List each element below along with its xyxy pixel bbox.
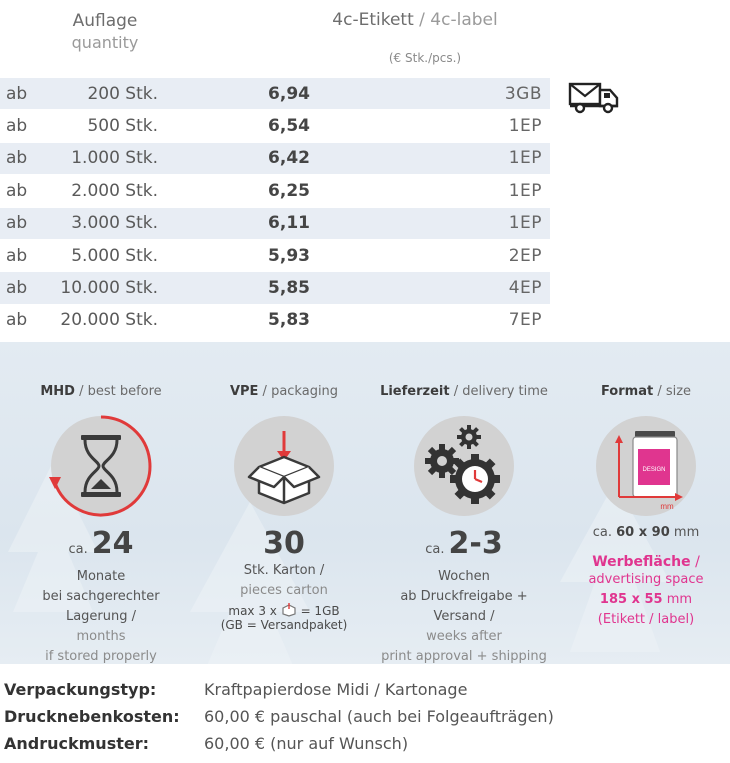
row-prefix: ab: [6, 83, 28, 104]
box-icon: [229, 411, 339, 521]
row-prefix: ab: [6, 310, 28, 331]
mhd-column: [10, 342, 192, 664]
row-prefix: ab: [6, 245, 28, 266]
row-prefix: ab: [6, 148, 28, 169]
vpe-unit: Stk. Karton /: [243, 563, 325, 578]
row-price: 6,94: [268, 83, 310, 104]
price-table: [0, 78, 550, 337]
lieferzeit-column: [373, 342, 555, 664]
ad-space-title: Werbefläche /: [592, 554, 700, 570]
row-shipping: 1EP: [508, 116, 542, 137]
lieferzeit-condition: ab Druckfreigabe + Versand /: [400, 589, 528, 624]
spec-row: [4, 676, 554, 703]
vpe-title: VPE / packaging: [229, 384, 339, 399]
label-format-icon: [591, 411, 701, 521]
row-quantity: 2.000 Stk.: [71, 180, 158, 201]
table-row: [0, 110, 550, 142]
row-price: 6,42: [268, 148, 310, 169]
mini-box-icon: [281, 603, 297, 617]
table-row: [0, 143, 550, 175]
row-quantity: 10.000 Stk.: [60, 278, 158, 299]
mhd-unit: Monate: [76, 569, 126, 584]
ad-space-en: advertising space: [588, 572, 704, 587]
design-text: DESIGN: [642, 467, 666, 473]
format-column: [555, 342, 730, 630]
row-quantity: 1.000 Stk.: [71, 148, 158, 169]
mail-truck-icon: [568, 80, 620, 114]
table-row: [0, 175, 550, 207]
row-price: 5,85: [268, 278, 310, 299]
vpe-max: max 3 x = 1GB: [228, 604, 340, 618]
gears-clock-icon: [409, 411, 519, 521]
info-band: [0, 342, 730, 664]
row-quantity: 5.000 Stk.: [71, 245, 158, 266]
lieferzeit-title: Lieferzeit / delivery time: [380, 384, 548, 399]
row-prefix: ab: [6, 278, 28, 299]
lieferzeit-condition-en: print approval + shipping: [381, 649, 547, 664]
format-title: Format / size: [600, 384, 692, 399]
table-row: [0, 208, 550, 240]
mhd-unit-en: months: [76, 629, 126, 644]
row-shipping: 4EP: [508, 278, 542, 299]
row-quantity: 500 Stk.: [87, 116, 158, 137]
lieferzeit-unit-en: weeks after: [426, 629, 502, 644]
row-prefix: ab: [6, 213, 28, 234]
row-prefix: ab: [6, 116, 28, 137]
row-shipping: 1EP: [508, 213, 542, 234]
vpe-column: [193, 342, 375, 632]
lieferzeit-value: ca. 2-3: [425, 526, 503, 561]
label-header: [270, 10, 560, 30]
lieferzeit-unit: Wochen: [438, 569, 490, 584]
spec-value: 60,00 € (nur auf Wunsch): [204, 734, 409, 753]
quantity-header-de: Auflage: [72, 11, 138, 31]
hourglass-icon: [46, 411, 156, 521]
table-row: [0, 272, 550, 304]
label-header-de: 4c-Etikett: [332, 10, 414, 30]
row-price: 6,25: [268, 180, 310, 201]
row-price: 6,54: [268, 116, 310, 137]
vpe-note: (GB = Versandpaket): [220, 618, 348, 632]
row-quantity: 200 Stk.: [87, 83, 158, 104]
row-shipping: 3GB: [504, 83, 542, 104]
row-price: 5,83: [268, 310, 310, 331]
spec-row: [4, 703, 554, 730]
quantity-header-en: quantity: [71, 33, 139, 52]
spec-list: [4, 676, 554, 757]
ad-space-note: (Etikett / label): [597, 612, 695, 627]
mhd-condition-en: if stored properly: [45, 649, 157, 664]
spec-key: Andruckmuster:: [4, 734, 150, 753]
spec-key: Drucknebenkosten:: [4, 707, 180, 726]
mhd-title: MHD / best before: [40, 384, 162, 399]
spec-value: 60,00 € pauschal (auch bei Folgeaufträgen): [204, 707, 554, 726]
spec-row: [4, 730, 554, 757]
row-quantity: 3.000 Stk.: [71, 213, 158, 234]
label-header-sep: /: [413, 10, 431, 30]
ad-space-size: 185 x 55 mm: [599, 592, 693, 607]
vpe-unit-en: pieces carton: [240, 583, 328, 598]
label-header-en: 4c-label: [430, 10, 498, 30]
row-shipping: 1EP: [508, 148, 542, 169]
format-size: ca. 60 x 90 mm: [592, 525, 700, 540]
unit-note: (€ Stk./pcs.): [388, 51, 462, 65]
mm-text: mm: [660, 502, 674, 511]
mhd-value: ca. 24: [68, 526, 134, 561]
row-quantity: 20.000 Stk.: [60, 310, 158, 331]
vpe-value: 30: [263, 526, 305, 561]
table-row: [0, 305, 550, 337]
row-shipping: 1EP: [508, 180, 542, 201]
row-price: 6,11: [268, 213, 310, 234]
mhd-condition: bei sachgerechter Lagerung /: [42, 589, 160, 624]
row-price: 5,93: [268, 245, 310, 266]
row-shipping: 7EP: [508, 310, 542, 331]
row-prefix: ab: [6, 180, 28, 201]
table-row: [0, 240, 550, 272]
row-shipping: 2EP: [508, 245, 542, 266]
table-row: [0, 78, 550, 110]
quantity-header: [0, 10, 210, 54]
spec-value: Kraftpapierdose Midi / Kartonage: [204, 680, 468, 699]
spec-key: Verpackungstyp:: [4, 680, 157, 699]
